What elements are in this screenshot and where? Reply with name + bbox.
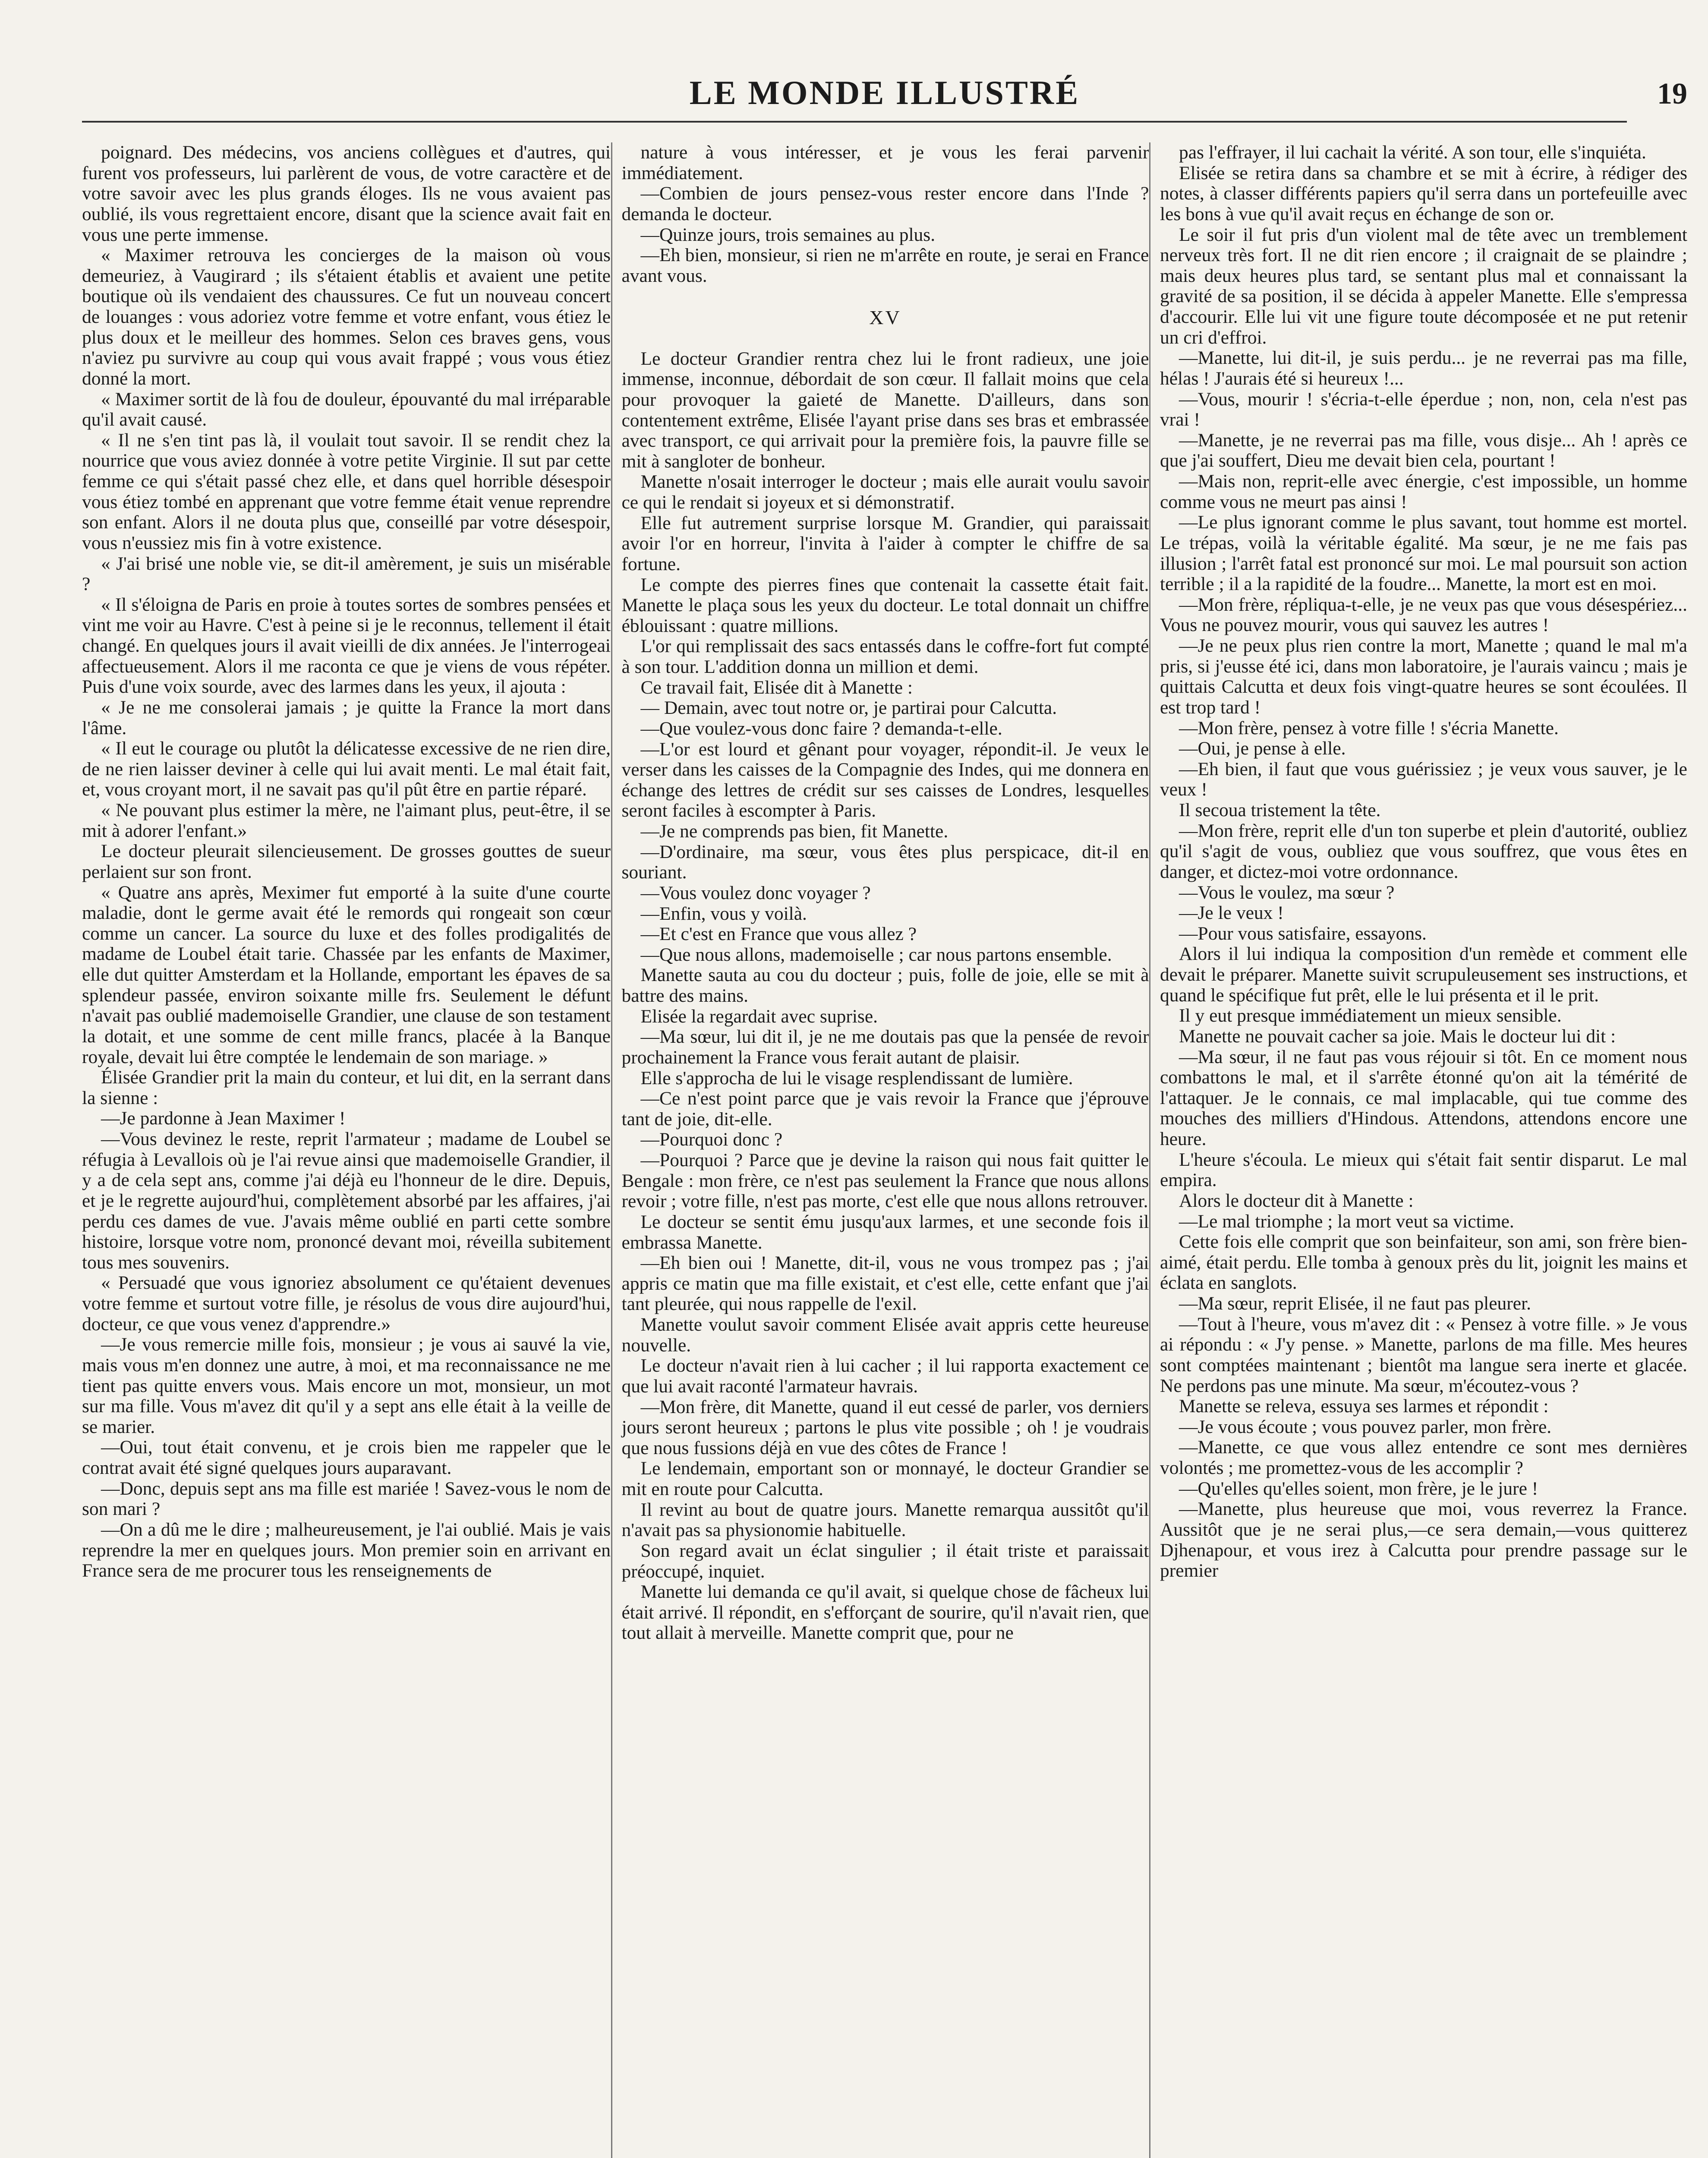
paragraph: Son regard avait un éclat singulier ; il était triste et paraissait préoccupé, inquiet. [621,1540,1149,1582]
chapter-heading: XV [869,306,901,329]
paragraph: « Ne pouvant plus estimer la mère, ne l'aimant plus, peut-être, il se mit à adorer l'enfant.» [82,800,611,841]
paragraph: « Il ne s'en tint pas là, il voulait tout savoir. Il se rendit chez la nourrice que vous aviez donnée à votre petite Virginie. Il sut par cette femme ce qui s'était passé chez elle, et dans quel horrible désespoir vous étiez tombé en apprenant que votre femme était venue reprendre son enfant. Alors il ne douta plus que, conseillé par votre désespoir, vous n'eussiez mis fin à votre existence. [82,429,611,553]
paragraph: —L'or est lourd et gênant pour voyager, répondit-il. Je veux le verser dans les caisses de la Compagnie des Indes, qui me donnera en échange des lettres de crédit sur ses caisses de Londres, lesquelles seront faciles à escompter à Paris. [621,738,1149,821]
paragraph: —Manette, plus heureuse que moi, vous reverrez la France. Aussitôt que je ne serai plus,—ce sera demain,—vous quitterez Djhenapour, et vous irez à Calcutta pour prendre passage sur le premier [1160,1499,1687,1581]
paragraph: —Qu'elles qu'elles soient, mon frère, je le jure ! [1179,1478,1538,1499]
paragraph: Le soir il fut pris d'un violent mal de tête avec un tremblement nerveux très fort. Il ne dit rien encore ; il craignait de se plaindre ; mais deux heures plus tard, se sentant plus mal et connaissant la gravité de sa position, il se décida à appeler Manette. Elle s'empressa d'accourir. Elle lui vit une figure toute décomposée et ne put retenir un cri d'effroi. [1160,224,1687,348]
paragraph: « Je ne me consolerai jamais ; je quitte la France la mort dans l'âme. [82,697,611,738]
paragraph: —Eh bien, monsieur, si rien ne m'arrête en route, je serai en France avant vous. [621,245,1149,286]
paragraph: —Eh bien, il faut que vous guérissiez ; je veux vous sauver, je le veux ! [1160,758,1687,800]
paragraph: —Le plus ignorant comme le plus savant, tout homme est mortel. Le trépas, voilà la véritable égalité. Ma sœur, je ne me fais pas illusion ; l'arrêt fatal est prononcé sur moi. Le mal poursuit son action terrible ; il a la rapidité de la foudre... Manette, la mort est en moi. [1160,512,1687,595]
paragraph: Il y eut presque immédiatement un mieux sensible. [1179,1005,1562,1026]
paragraph: Ce travail fait, Elisée dit à Manette : [640,677,913,698]
paragraph: Elisée se retira dans sa chambre et se mit à écrire, à rédiger des notes, à classer différents papiers qu'il serra dans un portefeuille avec les bons à vue qu'il avait reçus en échange de son or. [1160,162,1687,224]
paragraph: —Je ne comprends pas bien, fit Manette. [640,821,949,842]
paragraph: —Donc, depuis sept ans ma fille est mariée ! Savez-vous le nom de son mari ? [82,1478,611,1520]
paragraph: « Il eut le courage ou plutôt la délicatesse excessive de ne rien dire, de ne rien laisser deviner à celle qui lui avait menti. Le mal était fait, et, vous croyant mort, il ne savait pas qu'il pût être en partie réparé. [82,738,611,800]
paragraph: Cette fois elle comprit que son beinfaiteur, son ami, son frère bien-aimé, était perdu. Elle tomba à genoux près du lit, joignit les mains et éclata en sanglots. [1160,1231,1687,1294]
paragraph: —Pourquoi donc ? [640,1129,783,1150]
text-column-3 [1149,142,1687,2158]
paragraph: Manette sauta au cou du docteur ; puis, folle de joie, elle se mit à battre des mains. [621,965,1149,1006]
paragraph: —Je ne peux plus rien contre la mort, Manette ; quand le mal m'a pris, si j'eusse été ici, dans mon laboratoire, je l'aurais vaincu ; mais je quittais Calcutta et deux fois vingt-quatre heures se sont écoulées. Il est trop tard ! [1160,635,1687,718]
paragraph: nature à vous intéresser, et je vous les ferai parvenir immédiatement. [621,142,1149,183]
paragraph: Alors il lui indiqua la composition d'un remède et comment elle devait le préparer. Manette suivit scrupuleusement ses instructions, et quand le spécifique fut prêt, elle le lui présenta et il le prit. [1160,943,1687,1006]
page-number: 19 [1657,77,1687,110]
paragraph: —Mon frère, dit Manette, quand il eut cessé de parler, vos derniers jours seront heureux ; partons le plus vite possible ; oh ! je voudrais que nous fussions déjà en vue des côtes de France ! [621,1396,1149,1458]
paragraph: —Manette, ce que vous allez entendre ce sont mes dernières volontés ; me promettez-vous de les accomplir ? [1160,1437,1687,1478]
paragraph: —Eh bien oui ! Manette, dit-il, vous ne vous trompez pas ; j'ai appris ce matin que ma fille existait, et c'est elle, cette enfant que j'ai tant pleurée, qui nous rappelle de l'exil. [621,1253,1149,1315]
paragraph: —Que nous allons, mademoiselle ; car nous partons ensemble. [640,944,1112,965]
paragraph: pas l'effrayer, il lui cachait la vérité. A son tour, elle s'inquiéta. [1179,142,1646,163]
paragraph: —Manette, je ne reverrai pas ma fille, vous disje... Ah ! après ce que j'ai souffert, Dieu me devait bien cela, pourtant ! [1160,429,1687,471]
paragraph: —Le mal triomphe ; la mort veut sa victime. [1179,1211,1514,1232]
paragraph: —Quinze jours, trois semaines au plus. [640,224,936,245]
paragraph: —Vous voulez donc voyager ? [640,882,871,903]
paragraph: « J'ai brisé une noble vie, se dit-il amèrement, je suis un misérable ? [82,553,611,595]
paragraph: Elisée la regardait avec suprise. [640,1006,878,1027]
paragraph: —Je le veux ! [1179,902,1284,924]
paragraph: —Combien de jours pensez-vous rester encore dans l'Inde ? demanda le docteur. [621,183,1149,224]
paragraph: —Vous le voulez, ma sœur ? [1179,882,1395,903]
paragraph: poignard. Des médecins, vos anciens collègues et d'autres, qui furent vos professeurs, lui parlèrent de vous, de votre caractère et de votre savoir avec les plus grands éloges. Ils ne vous avaient pas oublié, ils vous regrettaient encore, disant que la science avait fait en vous une perte immense. [82,142,611,245]
paragraph: « Persuadé que vous ignoriez absolument ce qu'étaient devenues votre femme et surtout votre fille, je résolus de vous dire aujourd'hui, docteur, ce que vous venez d'apprendre.» [82,1272,611,1335]
paragraph: « Maximer sortit de là fou de douleur, épouvanté du mal irréparable qu'il avait causé. [82,388,611,430]
paragraph: —On a dû me le dire ; malheureusement, je l'ai oublié. Mais je vais reprendre la mer en quelques jours. Mon premier soin en arrivant en France sera de me procurer tous les renseignements de [82,1519,611,1581]
paragraph: —Ma sœur, il ne faut pas vous réjouir si tôt. En ce moment nous combattons le mal, et il s'arrête étonné qu'on ait la témérité de l'attaquer. Je le connais, ce mal implacable, qui tue comme des mouches des milliers d'Hindous. Attendons, attendons encore une heure. [1160,1046,1687,1149]
paragraph: Manette se releva, essuya ses larmes et répondit : [1179,1396,1549,1417]
paragraph: L'heure s'écoula. Le mieux qui s'était fait sentir disparut. Le mal empira. [1160,1149,1687,1191]
paragraph: —Vous devinez le reste, reprit l'armateur ; madame de Loubel se réfugia à Levallois où je l'ai revue ainsi que mademoiselle Grandier, il y a de cela sept ans, comme j'ai déjà eu l'honneur de le dire. Depuis, et je le regrette aujourd'hui, complètement absorbé par les affaires, j'ai perdu ces dames de vue. J'avais même oublié en parti cette sombre histoire, lorsque votre nom, prononcé devant moi, réveilla subitement tous mes souvenirs. [82,1129,611,1273]
paragraph: —Manette, lui dit-il, je suis perdu... je ne reverrai pas ma fille, hélas ! J'aurais été si heureux !... [1160,347,1687,389]
paragraph: « Il s'éloigna de Paris en proie à toutes sortes de sombres pensées et vint me voir au Havre. C'est à peine si je le reconnus, tellement il était changé. En quelques jours il avait vieilli de dix années. Je l'interrogeai affectueusement. Alors il me raconta ce que je viens de vous répéter. Puis d'une voix sourde, avec des larmes dans les yeux, il ajouta : [82,594,611,697]
paragraph: —Et c'est en France que vous allez ? [640,924,917,945]
paragraph: Le docteur n'avait rien à lui cacher ; il lui rapporta exactement ce que lui avait raconté l'armateur havrais. [621,1355,1149,1397]
paragraph: Manette n'osait interroger le docteur ; mais elle aurait voulu savoir ce qui le rendait si joyeux et si démonstratif. [621,471,1149,513]
paragraph: —Pourquoi ? Parce que je devine la raison qui nous fait quitter le Bengale : mon frère, ce n'est pas seulement la France que nous allons revoir ; votre fille, n'est pas morte, c'est elle que nous allons retrouver. [621,1150,1149,1212]
paragraph: Il secoua tristement la tête. [1179,800,1381,820]
paragraph: Manette lui demanda ce qu'il avait, si quelque chose de fâcheux lui était arrivé. Il répondit, en s'efforçant de sourire, qu'il n'avait rien, que tout allait à merveille. Manette comprit que, pour ne [621,1581,1149,1644]
paragraph: —Je pardonne à Jean Maximer ! [101,1108,346,1129]
paragraph: —Mon frère, répliqua-t-elle, je ne veux pas que vous désespériez... Vous ne pouvez mourir, vous qui sauvez les autres ! [1160,594,1687,636]
paragraph: —Enfin, vous y voilà. [640,903,807,924]
paragraph: —Je vous écoute ; vous pouvez parler, mon frère. [1179,1416,1552,1437]
header-rule [82,121,1627,123]
paragraph: Le compte des pierres fines que contenait la cassette était fait. Manette le plaça sous les yeux du docteur. Le total donnait un chiffre éblouissant : quatre millions. [621,574,1149,636]
text-column-2 [611,142,1149,2158]
paragraph: —Ma sœur, lui dit il, je ne me doutais pas que la pensée de revoir prochainement la France vous ferait autant de plaisir. [621,1026,1149,1068]
paragraph: Manette ne pouvait cacher sa joie. Mais le docteur lui dit : [1179,1025,1616,1047]
paragraph: —Tout à l'heure, vous m'avez dit : « Pensez à votre fille. » Je vous ai répondu : « J'y pense. » Manette, parlons de ma fille. Mes heures sont comptées maintenant ; bientôt ma langue sera inerte et glacée. Ne perdons pas une minute. Ma sœur, m'écoutez-vous ? [1160,1313,1687,1396]
paragraph: —Oui, tout était convenu, et je crois bien me rappeler que le contrat avait été signé quelques jours auparavant. [82,1437,611,1478]
paragraph: — Demain, avec tout notre or, je partirai pour Calcutta. [640,697,1057,719]
paragraph: —Vous, mourir ! s'écria-t-elle éperdue ; non, non, cela n'est pas vrai ! [1160,388,1687,430]
paragraph: Elle fut autrement surprise lorsque M. Grandier, qui paraissait avoir l'or en horreur, l'invita à l'aider à compter le chiffre de sa fortune. [621,512,1149,574]
paragraph: Elle s'approcha de lui le visage resplendissant de lumière. [640,1067,1073,1088]
paragraph: —Mon frère, reprit elle d'un ton superbe et plein d'autorité, oubliez qu'il s'agit de vous, oubliez que vous souffrez, que vous êtes en danger, et dictez-moi votre ordonnance. [1160,820,1687,882]
paragraph: L'or qui remplissait des sacs entassés dans le coffre-fort fut compté à son tour. L'addition donna un million et demi. [621,636,1149,678]
paragraph: Le docteur se sentit ému jusqu'aux larmes, et une seconde fois il embrassa Manette. [621,1211,1149,1253]
paragraph: —Je vous remercie mille fois, monsieur ; je vous ai sauvé la vie, mais vous m'en donnez une autre, à moi, et ma reconnaissance ne me tient pas quitte envers vous. Mais encore un mot, monsieur, un mot sur ma fille. Vous m'avez dit qu'il y a sept ans elle était à la veille de se marier. [82,1334,611,1437]
paragraph: —Oui, je pense à elle. [1179,738,1346,759]
paragraph: Le docteur pleurait silencieusement. De grosses gouttes de sueur perlaient sur son front. [82,841,611,882]
paragraph: Le lendemain, emportant son or monnayé, le docteur Grandier se mit en route pour Calcutta. [621,1458,1149,1500]
newspaper-title: LE MONDE ILLUSTRÉ [689,74,1080,111]
page-header [82,73,1687,125]
paragraph: —Que voulez-vous donc faire ? demanda-t-elle. [640,718,1002,739]
paragraph: —Pour vous satisfaire, essayons. [1179,923,1427,944]
paragraph: Alors le docteur dit à Manette : [1179,1190,1414,1211]
paragraph: —Ce n'est point parce que je vais revoir la France que j'éprouve tant de joie, dit-elle. [621,1088,1149,1129]
paragraph: —D'ordinaire, ma sœur, vous êtes plus perspicace, dit-il en souriant. [621,841,1149,883]
article-columns [82,142,1687,2158]
paragraph: « Maximer retrouva les concierges de la maison où vous demeuriez, à Vaugirard ; ils s'étaient établis et avaient une petite boutique où ils vendaient des chaussures. Ce fut un nouveau concert de louanges : vous adoriez votre femme et votre enfant, vous étiez le plus doux et le meilleur des hommes. Selon ces braves gens, vous n'aviez pu survivre au coup qui vous avait frappé ; vous vous étiez donné la mort. [82,245,611,389]
paragraph: —Mon frère, pensez à votre fille ! s'écria Manette. [1179,717,1559,738]
paragraph: —Mais non, reprit-elle avec énergie, c'est impossible, un homme comme vous ne meurt pas ainsi ! [1160,471,1687,512]
paragraph: « Quatre ans après, Meximer fut emporté à la suite d'une courte maladie, dont le germe avait été le remords qui rongeait son cœur comme un cancer. La source du luxe et des folles prodigalités de madame de Loubel était tarie. Chassée par les enfants de Maximer, elle dut quitter Amsterdam et la Hollande, emportant les épaves de sa splendeur passée, environ soixante mille frs. Seulement le défunt n'avait pas oublié mademoiselle Grandier, une clause de son testament la dotait, et une somme de cent mille francs, placée à la Banque royale, devait lui être comptée le lendemain de son mariage. » [82,882,611,1067]
paragraph: Élisée Grandier prit la main du conteur, et lui dit, en la serrant dans la sienne : [82,1067,611,1108]
text-column-1 [82,142,611,2158]
paragraph: Il revint au bout de quatre jours. Manette remarqua aussitôt qu'il n'avait pas sa physionomie habituelle. [621,1499,1149,1541]
paragraph: Le docteur Grandier rentra chez lui le front radieux, une joie immense, inconnue, débordait de son cœur. Il fallait moins que cela pour provoquer la gaieté de Manette. D'ailleurs, dans son contentement extrême, Elisée l'ayant prise dans ses bras et embrassée avec transport, ce qui arrivait pour la première fois, la pauvre fille se mit à sangloter de bonheur. [621,348,1149,472]
paragraph: Manette voulut savoir comment Elisée avait appris cette heureuse nouvelle. [621,1314,1149,1356]
paragraph: —Ma sœur, reprit Elisée, il ne faut pas pleurer. [1179,1293,1532,1314]
